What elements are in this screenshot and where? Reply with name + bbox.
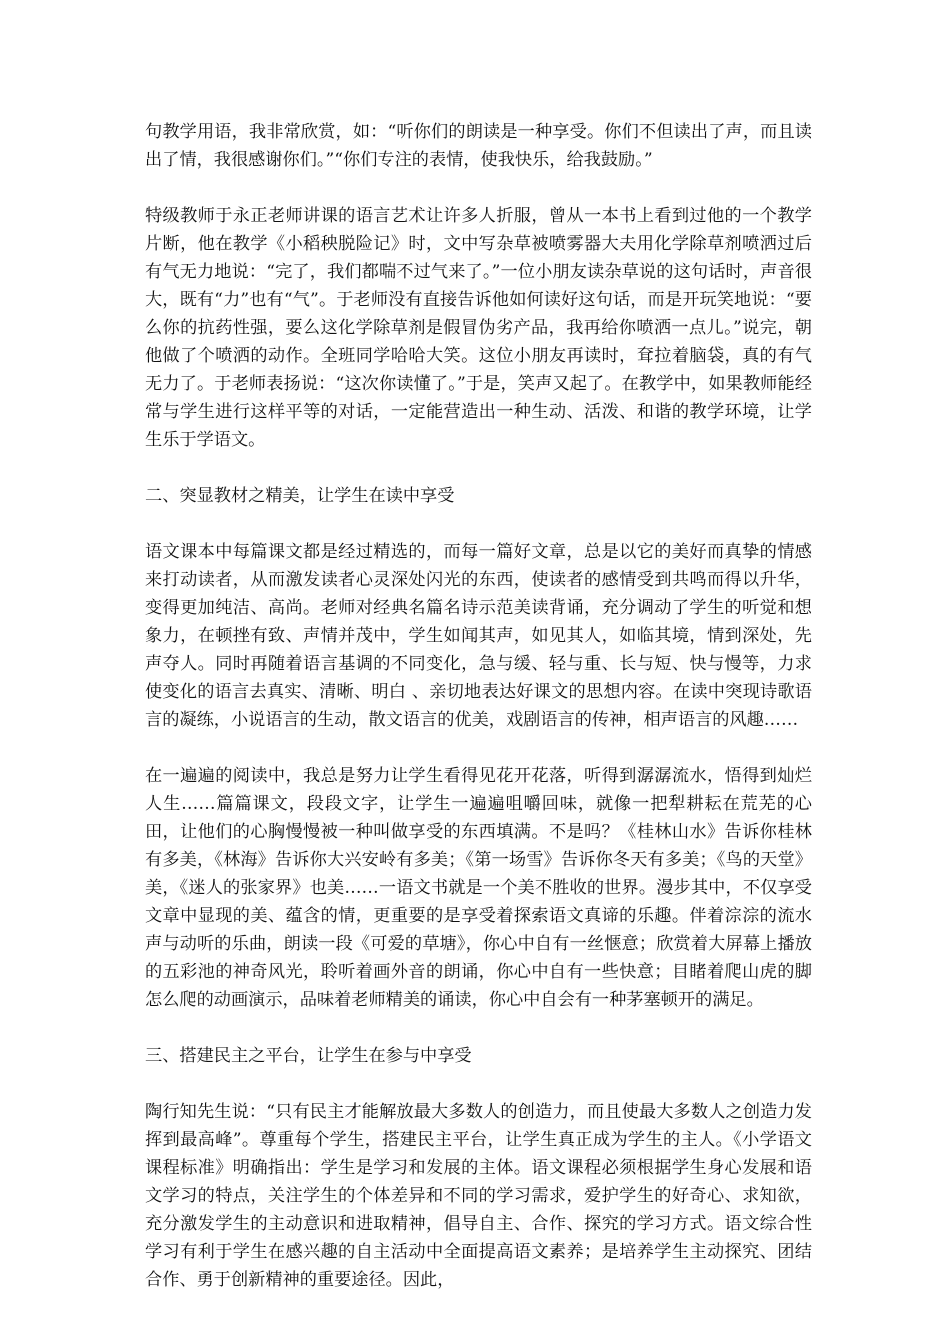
paragraph-yu-yongzheng-example: 特级教师于永正老师讲课的语言艺术让许多人折服，曾从一本书上看到过他的一个教学片断，他在教学《小稻秧脱险记》时，文中写杂草被喷雾器大夫用化学除草剂喷洒过后有气无力地说：“完了，我们都喘不过气来了。”一位小朋友读杂草说的这句话时，声音很大，既有“力”也有“气”。于老师没有直接告诉他如何读好这句话，而是开玩笑地说：“要么你的抗药性强，要么这化学除草剂是假冒伪劣产品，我再给你喷洒一点儿。”说完，朝他做了个喷洒的动作。全班同学哈哈大笑。这位小朋友再读时，耷拉着脑袋，真的有气无力了。于老师表扬说：“这次你读懂了。”于是，笑声又起了。在教学中，如果教师能经常与学生进行这样平等的对话，一定能营造出一种生动、活泼、和谐的教学环境，让学生乐于学语文。 — [145, 206, 812, 450]
section-heading-2: 二、突显教材之精美，让学生在读中享受 — [145, 486, 455, 506]
paragraph-textbook-beauty: 语文课本中每篇课文都是经过精选的，而每一篇好文章，总是以它的美好而真挚的情感来打动读者，从而激发读者心灵深处闪光的东西，使读者的感情受到共鸣而得以升华，变得更加纯洁、高尚。老师对经典名篇名诗示范美读背诵，充分调动了学生的听觉和想象力，在顿挫有致、声情并茂中，学生如闻其声，如见其人，如临其境，情到深处，先声夺人。同时再随着语言基调的不同变化，急与缓、轻与重、长与短、快与慢等，力求使变化的语言去真实、清晰、明白 、亲切地表达好课文的思想内容。在读中突现诗歌语言的凝练，小说语言的生动，散文语言的优美，戏剧语言的传神，相声语言的风趣…… — [145, 542, 812, 730]
paragraph-democracy-platform: 陶行知先生说：“只有民主才能解放最大多数人的创造力，而且使最大多数人之创造力发挥到最高峰”。尊重每个学生，搭建民主平台，让学生真正成为学生的主人。《小学语文课程标准》明确指出：学生是学习和发展的主体。语文课程必须根据学生身心发展和语文学习的特点，关注学生的个体差异和不同的学习需求，爱护学生的好奇心、求知欲，充分激发学生的主动意识和进取精神，倡导自主、合作、探究的学习方式。语文综合性学习有利于学生在感兴趣的自主活动中全面提高语文素养；是培养学生主动探究、团结合作、勇于创新精神的重要途径。因此， — [145, 1102, 812, 1290]
document-page — [145, 118, 812, 1322]
section-heading-3: 三、搭建民主之平台，让学生在参与中享受 — [145, 1046, 472, 1066]
paragraph-continued-quote: 句教学用语，我非常欣赏，如：“听你们的朗读是一种享受。你们不但读出了声，而且读出了情，我很感谢你们。”“你们专注的表情，使我快乐，给我鼓励。” — [145, 122, 812, 170]
paragraph-reading-enjoyment: 在一遍遍的阅读中，我总是努力让学生看得见花开花落，听得到潺潺流水，悟得到灿烂人生……篇篇课文，段段文字，让学生一遍遍咀嚼回味，就像一把犁耕耘在荒芜的心田，让他们的心胸慢慢被一种叫做享受的东西填满。不是吗？《桂林山水》告诉你桂林有多美，《林海》告诉你大兴安岭有多美；《第一场雪》告诉你冬天有多美；《鸟的天堂》美，《迷人的张家界》也美……一语文书就是一个美不胜收的世界。漫步其中，不仅享受文章中显现的美、蕴含的情，更重要的是享受着探索语文真谛的乐趣。伴着淙淙的流水声与动听的乐曲，朗读一段《可爱的草塘》，你心中自有一丝惬意；欣赏着大屏幕上播放的五彩池的神奇风光，聆听着画外音的朗诵，你心中自有一些快意；目睹着爬山虎的脚怎么爬的动画演示，品味着老师精美的诵读，你心中自会有一种茅塞顿开的满足。 — [145, 766, 812, 1010]
